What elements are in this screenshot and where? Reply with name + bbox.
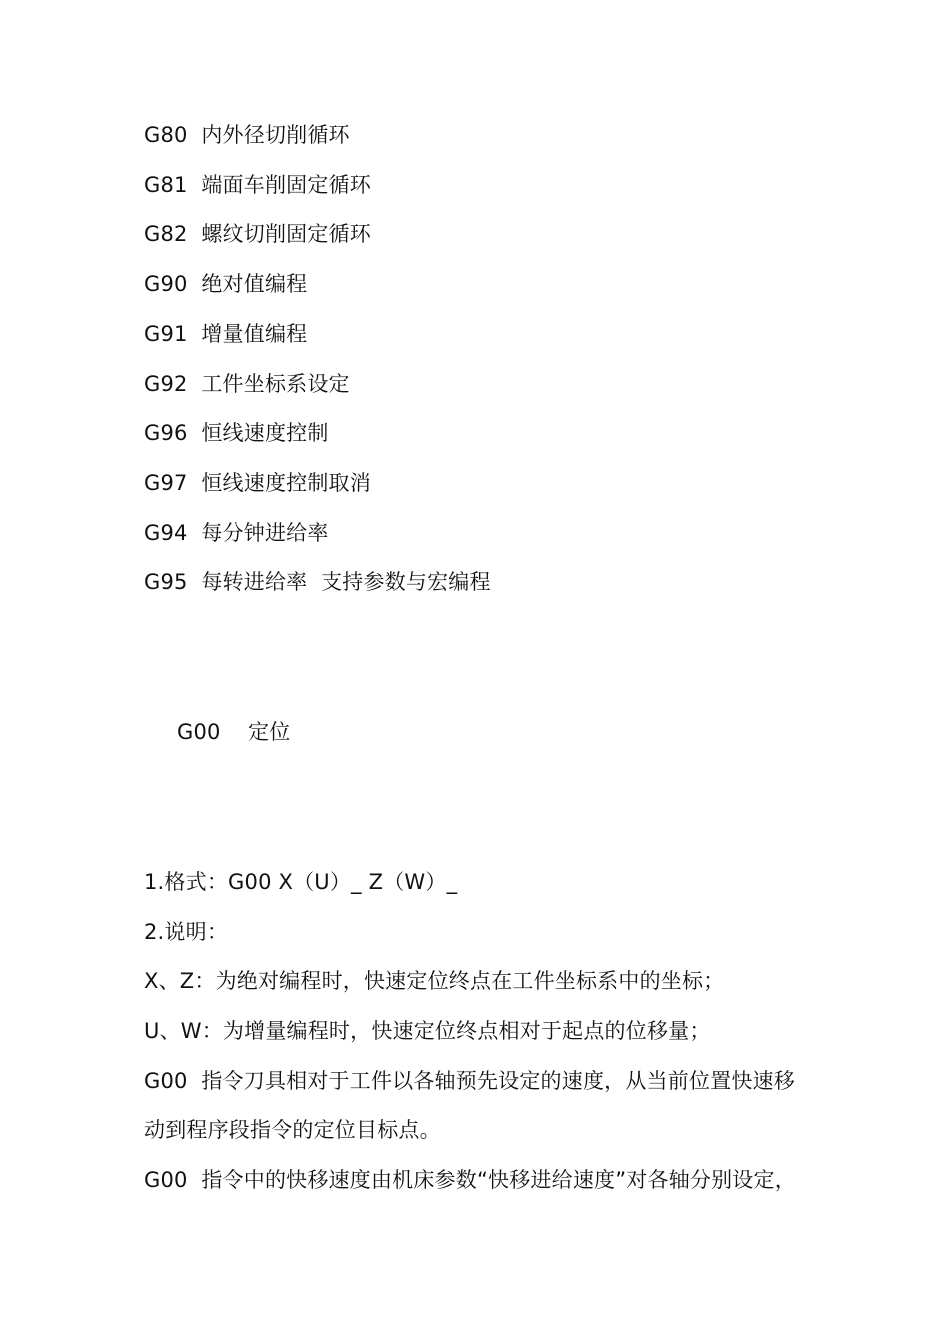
code-line-g81: G81 端面车削固定循环: [144, 173, 371, 197]
code-line-g90: G90 绝对值编程: [144, 272, 308, 296]
code-line-g82: G82 螺纹切削固定循环: [144, 222, 371, 246]
code-line-g94: G94 每分钟进给率: [144, 521, 329, 545]
xz-description: X、Z：为绝对编程时，快速定位终点在工件坐标系中的坐标；: [144, 969, 725, 993]
code-line-g96: G96 恒线速度控制: [144, 421, 329, 445]
format-line: 1.格式：G00 X（U）_ Z（W）_: [144, 870, 458, 894]
code-line-g91: G91 增量值编程: [144, 322, 308, 346]
g00-paragraph-line-1: G00 指令刀具相对于工件以各轴预先设定的速度，从当前位置快速移: [144, 1069, 795, 1093]
section-heading-g00: G00 定位: [177, 720, 291, 744]
code-line-g80: G80 内外径切削循环: [144, 123, 350, 147]
g00-speed-paragraph: G00 指令中的快移速度由机床参数“快移进给速度”对各轴分别设定，: [144, 1168, 796, 1192]
g00-paragraph-line-2: 动到程序段指令的定位目标点。: [144, 1118, 441, 1142]
code-line-g95: G95 每转进给率 支持参数与宏编程: [144, 570, 491, 594]
uw-description: U、W：为增量编程时，快速定位终点相对于起点的位移量；: [144, 1019, 711, 1043]
code-line-g97: G97 恒线速度控制取消: [144, 471, 371, 495]
code-line-g92: G92 工件坐标系设定: [144, 372, 350, 396]
description-label: 2.说明：: [144, 920, 229, 944]
